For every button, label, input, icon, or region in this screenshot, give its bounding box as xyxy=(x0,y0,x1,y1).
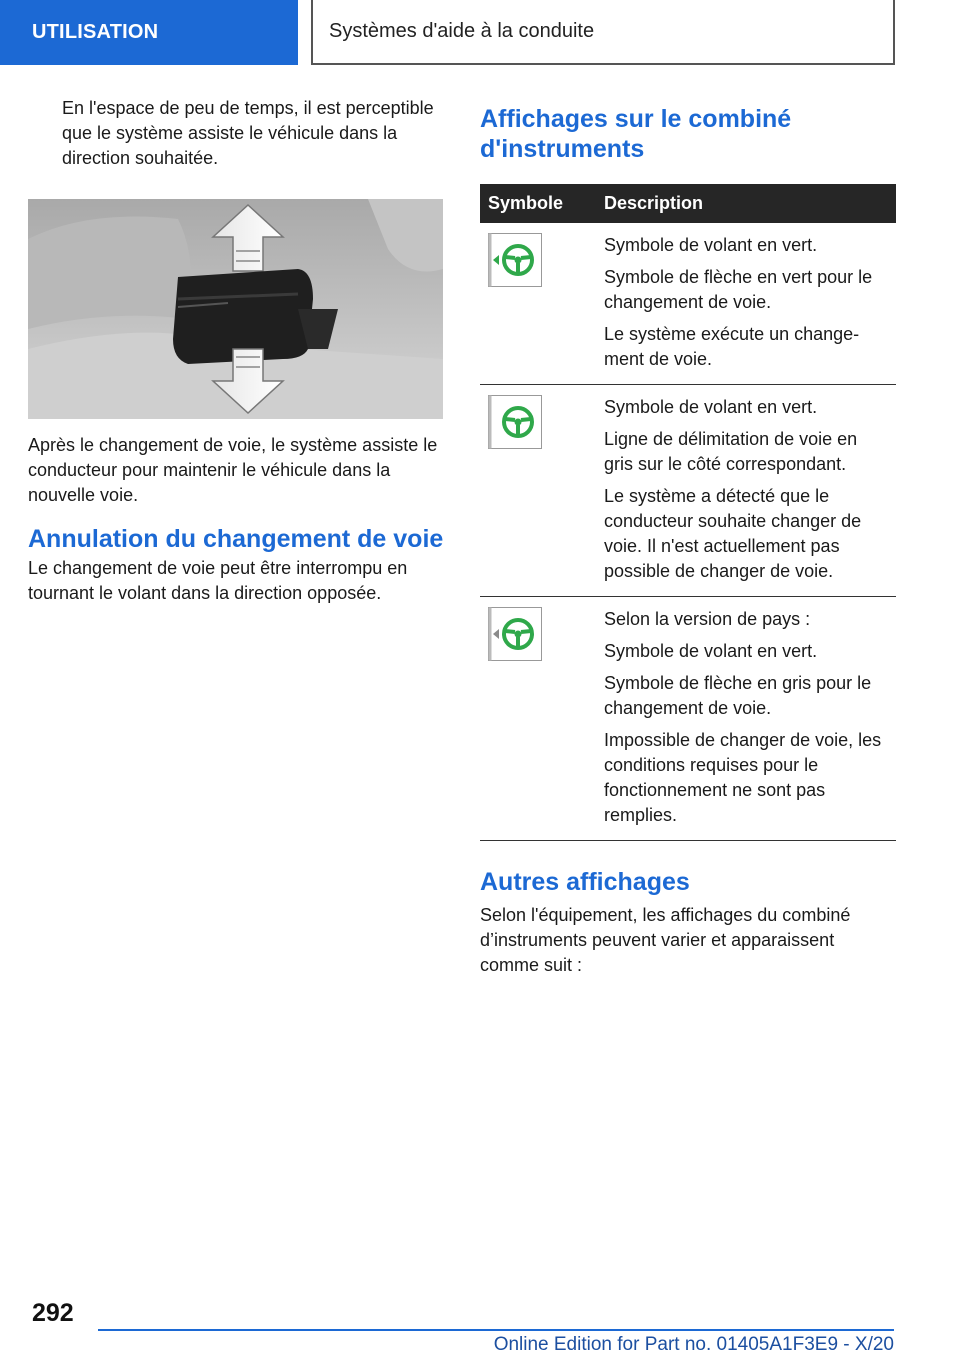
description-line: Symbole de flèche en vert pour le changement de voie. xyxy=(604,267,873,312)
turn-signal-lever-photo xyxy=(28,199,443,419)
description-line: Impossible de changer de voie, les conditions requises pour le fonctionnement ne sont pas remplies. xyxy=(604,730,882,825)
description-line: Selon la version de pays : xyxy=(604,609,811,629)
steering-wheel-arrow-green-icon xyxy=(488,233,542,287)
col-symbol-header: Symbole xyxy=(480,184,596,223)
description-line: Ligne de délimitation de voie en gris sur le côté correspondant. xyxy=(604,429,858,474)
table-row xyxy=(480,385,896,597)
table-header-row xyxy=(480,184,896,223)
section-tab xyxy=(0,0,298,65)
cancel-paragraph: Le changement de voie peut être interrompu en tournant le volant dans la direction opposée. xyxy=(28,558,408,603)
table-row xyxy=(480,597,896,841)
chapter-title: Systèmes d'aide à la conduite xyxy=(329,20,595,42)
intro-paragraph: En l'espace de peu de temps, il est perceptible que le système assiste le véhicule dans la direction souhaitée. xyxy=(62,98,434,168)
description-line: Symbole de flèche en gris pour le changement de voie. xyxy=(604,673,872,718)
section-title: UTILISATION xyxy=(32,21,159,43)
footer-divider xyxy=(98,1329,894,1331)
description-line: Symbole de volant en vert. xyxy=(604,235,818,255)
description-line: Symbole de volant en vert. xyxy=(604,397,818,417)
after-change-paragraph: Après le changement de voie, le système assiste le conducteur pour maintenir le véhicule dans la nouvelle voie. xyxy=(28,435,438,505)
other-displays-heading: Autres affichages xyxy=(480,868,690,896)
page-number: 292 xyxy=(32,1299,74,1327)
right-column xyxy=(480,96,896,978)
table-row xyxy=(480,223,896,385)
other-displays-paragraph: Selon l'équipement, les affichages du combiné d’instruments peuvent varier et apparaissent comme suit : xyxy=(480,905,851,975)
steering-wheel-arrow-grey-icon xyxy=(488,607,542,661)
cancel-heading: Annulation du changement de voie xyxy=(28,525,444,553)
description-line: Le système exécute un changement de voie. xyxy=(604,324,860,369)
description-line: Le système a détecté que le conducteur souhaite changer de voie. Il n'est actuellement pas possible de changer de voie. xyxy=(604,486,862,581)
symbol-table xyxy=(480,184,896,841)
chapter-tab xyxy=(311,0,895,65)
description-line: Symbole de volant en vert. xyxy=(604,641,818,661)
steering-wheel-lane-line-icon xyxy=(488,395,542,449)
displays-heading: Affichages sur le combiné d'instruments xyxy=(480,105,792,163)
footer-edition: Online Edition for Part no. 01405A1F3E9 - X/20 xyxy=(493,1334,894,1355)
left-column xyxy=(28,96,446,606)
col-description-header: Description xyxy=(596,184,896,223)
